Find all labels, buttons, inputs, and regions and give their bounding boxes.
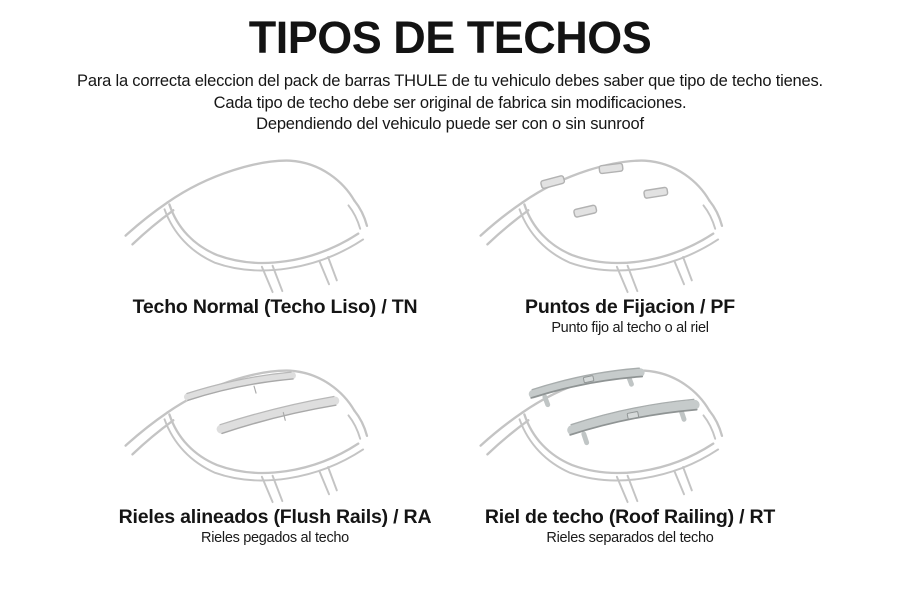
roof-type-caption xyxy=(525,294,735,336)
roof-type-label: Riel de techo (Roof Railing) / RT xyxy=(484,505,776,528)
intro-line: Para la correcta eleccion del pack de barras THULE de tu vehiculo debes saber que tipo de techo tienes. xyxy=(77,72,823,90)
intro-line: Cada tipo de techo debe ser original de fabrica sin modificaciones. xyxy=(213,93,687,112)
flush-rails xyxy=(186,372,335,433)
roof-type-grid xyxy=(0,148,900,546)
roof-railing-illustration xyxy=(463,358,798,504)
roof-type-caption xyxy=(133,294,418,320)
roof-type-sublabel: Rieles separados del techo xyxy=(546,529,714,546)
roof-type-caption xyxy=(119,504,432,546)
intro-text xyxy=(0,71,900,136)
roof-type-label: Puntos de Fijacion / PF xyxy=(525,295,735,318)
raised-roof-rails xyxy=(531,368,696,442)
roof-type-sublabel: Punto fijo al techo o al riel xyxy=(551,319,709,336)
roof-type-label: Techo Normal (Techo Liso) / TN xyxy=(132,295,418,318)
roof-type-card-pf xyxy=(405,148,855,336)
intro-line: Dependiendo del vehiculo puede ser con o sin sunroof xyxy=(256,115,644,133)
plain-roof-illustration xyxy=(108,148,443,294)
roof-type-label: Rieles alineados (Flush Rails) / RA xyxy=(118,505,432,528)
roof-type-card-rt xyxy=(405,358,855,546)
page-title: TIPOS DE TECHOS xyxy=(248,12,652,63)
roof-type-sublabel: Rieles pegados al techo xyxy=(201,529,349,546)
fixation-point-pads xyxy=(540,163,668,217)
roof-type-caption xyxy=(485,504,775,546)
fixation-points-roof-illustration xyxy=(463,148,798,294)
flush-rails-roof-illustration xyxy=(108,358,443,504)
